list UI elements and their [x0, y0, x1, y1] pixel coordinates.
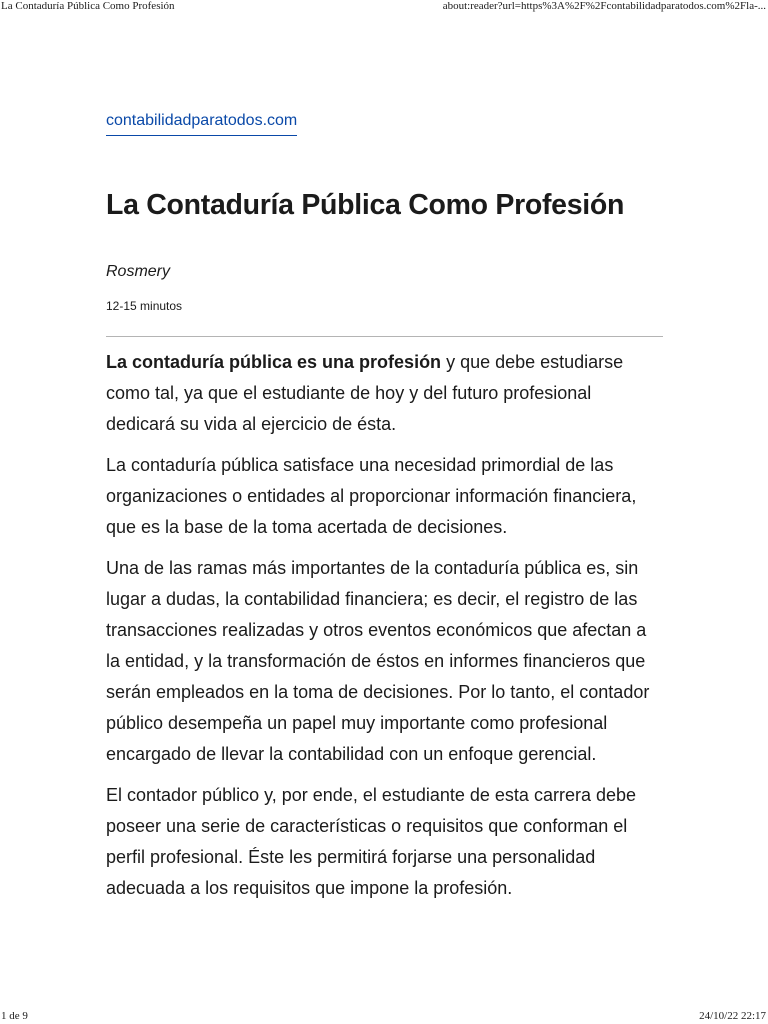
- paragraph-4: El contador público y, por ende, el estudiante de esta carrera debe poseer una serie de características o requisitos que conforman el perfil profesional. Éste les permitirá forjarse una personalidad adecuada a los requisitos que impone la profesión.: [106, 785, 637, 898]
- article-content: [106, 347, 663, 904]
- article-title: La Contaduría Pública Como Profesión: [106, 189, 625, 221]
- reader-article: [106, 111, 663, 914]
- source-domain-link[interactable]: contabilidadparatodos.com: [106, 111, 297, 136]
- print-header: [0, 0, 768, 14]
- article-author: Rosmery: [106, 263, 171, 280]
- print-header-url: about:reader?url=https%3A%2F%2Fcontabilidadparatodos.com%2Fla-...: [442, 0, 766, 12]
- page-number: 1 de 9: [1, 1010, 28, 1022]
- paragraph-2: La contaduría pública satisface una necesidad primordial de las organizaciones o entidades al proporcionar información financiera, que es la base de la toma acertada de decisiones.: [106, 455, 637, 537]
- print-header-title: La Contaduría Pública Como Profesión: [1, 0, 175, 12]
- print-footer: [0, 1008, 768, 1024]
- paragraph-1: [106, 347, 663, 440]
- paragraph-3: Una de las ramas más importantes de la contaduría pública es, sin lugar a dudas, la contabilidad financiera; es decir, el registro de las transacciones realizadas y otros eventos económicos que afectan a la entidad, y la transformación de éstos en informes financieros que serán empleados en la toma de decisiones. Por lo tanto, el contador público desempeña un papel muy importante como profesional encargado de llevar la contabilidad con un enfoque gerencial.: [106, 558, 650, 764]
- header-divider: [106, 336, 663, 337]
- reading-time: 12-15 minutos: [106, 299, 183, 313]
- print-datetime: 24/10/22 22:17: [699, 1010, 766, 1022]
- paragraph-1-bold: La contaduría pública es una profesión: [106, 352, 442, 372]
- paragraph-1-text: y que debe estudiarse como tal, ya que el estudiante de hoy y del futuro profesional dedicará su vida al ejercicio de ésta.: [106, 352, 624, 434]
